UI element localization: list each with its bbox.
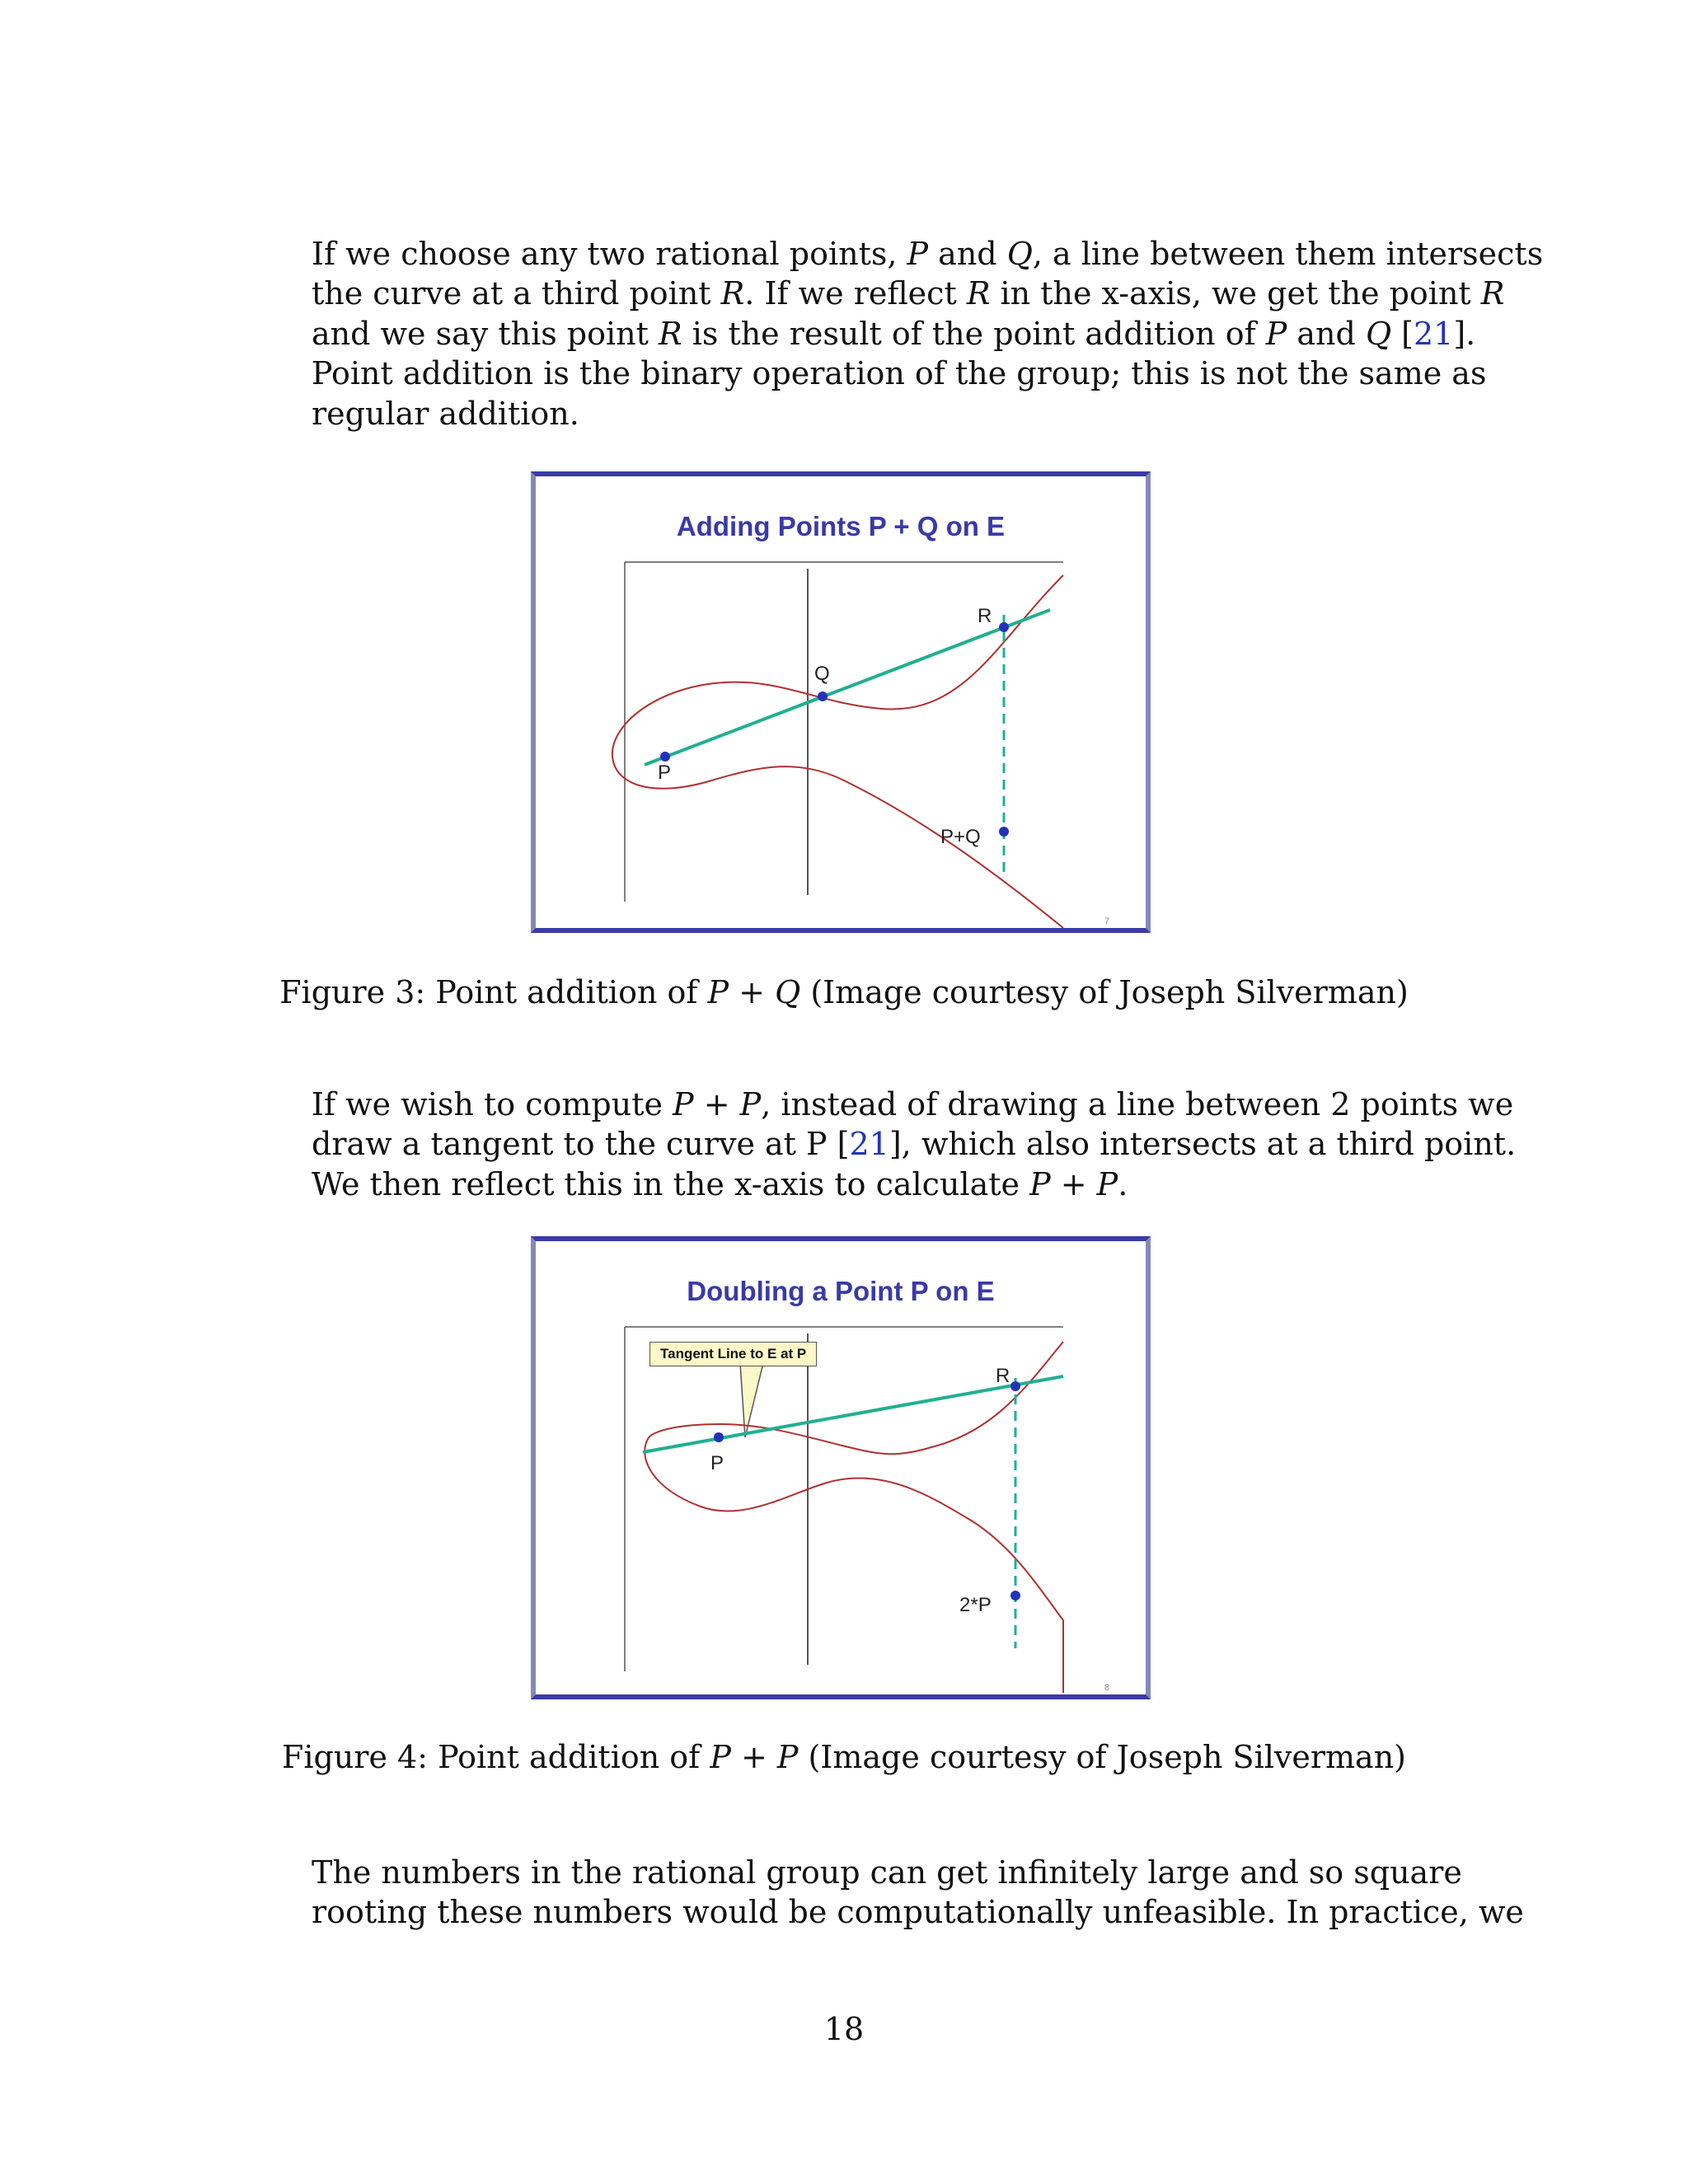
slide-number: 7 <box>1104 916 1110 926</box>
figure-4-plot <box>536 1241 1146 1694</box>
label-r: R <box>978 605 992 627</box>
figure-4-title: Doubling a Point P on E <box>687 1276 995 1306</box>
label-r: R <box>996 1365 1010 1387</box>
p1-line-4: Point addition is the binary operation of the group; this is not the same as <box>312 355 1487 392</box>
citation-link[interactable]: 21 <box>1414 315 1454 352</box>
paragraph-2 <box>312 1085 1517 1204</box>
paragraph-1 <box>312 234 1544 434</box>
label-p: P <box>710 1452 724 1474</box>
p2-line-1: If we wish to compute P + P, instead of drawing a line between 2 points we <box>312 1086 1514 1122</box>
point-r-marker <box>1010 1381 1020 1391</box>
p3-line-1: The numbers in the rational group can get infinitely large and so square <box>312 1854 1462 1891</box>
citation-link[interactable]: 21 <box>849 1126 889 1163</box>
tangent-callout: Tangent Line to E at P <box>649 1342 817 1366</box>
p1-line-1: If we choose any two rational points, P and Q, a line between them intersects <box>312 236 1544 272</box>
label-p-plus-q: P+Q <box>940 826 981 848</box>
point-r-marker <box>999 622 1009 632</box>
label-p: P <box>658 762 672 784</box>
p1-line-2: the curve at a third point R. If we reflect R in the x-axis, we get the point R <box>312 275 1505 312</box>
label-q: Q <box>814 663 830 685</box>
paragraph-3 <box>312 1853 1524 1933</box>
point-sum-marker <box>999 827 1009 837</box>
point-sum-marker <box>1010 1591 1020 1601</box>
p2-line-3: We then reflect this in the x-axis to calculate P + P. <box>312 1165 1128 1202</box>
p2-line-2: draw a tangent to the curve at P [21], which also intersects at a third point. <box>312 1126 1517 1163</box>
p1-line-5: regular addition. <box>312 395 579 432</box>
elliptic-curve <box>645 1342 1063 1693</box>
p1-line-3: and we say this point R is the result of the point addition of P and Q [21]. <box>312 315 1476 352</box>
figure-4-slide <box>531 1236 1151 1699</box>
point-p-marker <box>660 752 670 762</box>
point-q-marker <box>818 691 828 701</box>
secant-line <box>645 610 1050 765</box>
figure-3-slide <box>531 471 1151 933</box>
label-2p: 2*P <box>959 1594 992 1616</box>
figure-4-caption: Figure 4: Point addition of P + P (Image courtesy of Joseph Silverman) <box>281 1739 1407 1775</box>
slide-number: 8 <box>1104 1683 1110 1693</box>
page-number: 18 <box>823 2011 865 2047</box>
figure-3-caption: Figure 3: Point addition of P + Q (Image courtesy of Joseph Silverman) <box>279 974 1409 1010</box>
figure-3-plot <box>536 476 1146 928</box>
point-p-marker <box>714 1432 724 1442</box>
figure-3-title: Adding Points P + Q on E <box>676 511 1006 541</box>
p3-line-2: rooting these numbers would be computationally unfeasible. In practice, we <box>312 1894 1524 1931</box>
